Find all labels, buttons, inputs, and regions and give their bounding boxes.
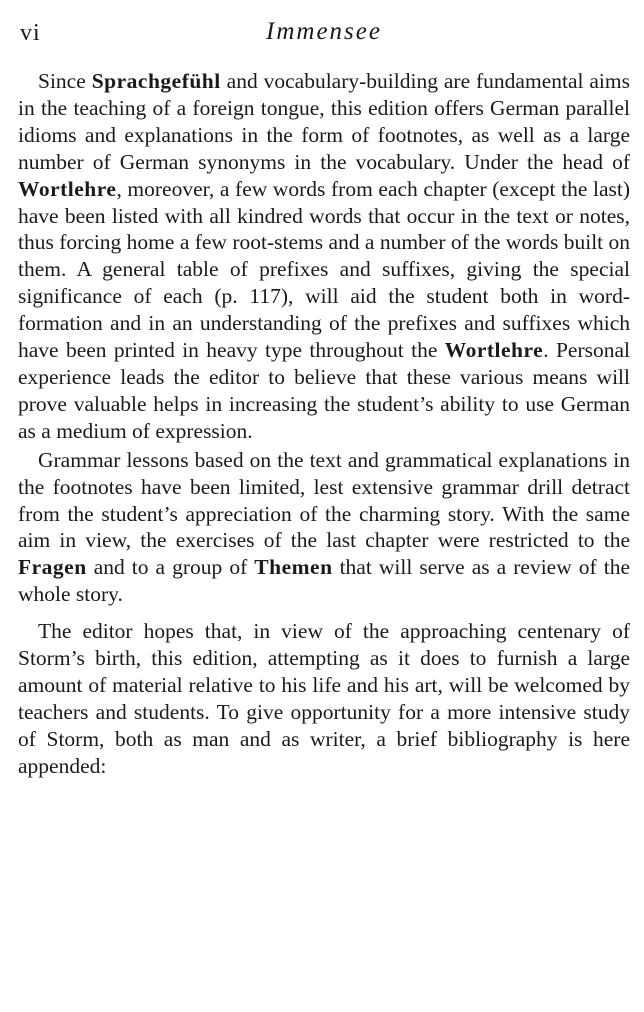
page-number: vi <box>20 20 41 46</box>
book-page <box>18 10 630 1002</box>
text-run: and vocabulary-building are fundamental aims in the teaching of a foreign tongue, this edition offers German parallel idioms and explanations in the form of footnotes, as well as a large number of German synonyms in the vocabulary. Under the head of <box>18 69 630 174</box>
text-run: The editor hopes that, in view of the approaching centenary of Storm’s birth, this edition, attempting as it does to furnish a large amount of material relative to his life and his art, will be welcomed by teachers and students. To give opportunity for a more intensive study of Storm, both as man and as writer, a brief bibliography is here appended: <box>18 619 630 778</box>
running-head <box>18 10 630 56</box>
text-run: . Personal experience leads the editor to believe that these various means will prove valuable helps in increasing the student’s ability to use German as a medium of expression. <box>18 338 630 443</box>
text-run: and to a group of <box>86 555 255 580</box>
fraktur-term: Wortlehre <box>18 176 117 201</box>
paragraph-centenary <box>18 618 630 779</box>
text-run: , moreover, a few words from each chapter (except the last) have been listed with all kindred words that occur in the text or notes, thus forcing home a few root-stems and a number of the words built on them. A general table of prefixes and suffixes, giving the special significance of each (p. 117), will aid the student both in word-formation and in an understanding of the prefixes and suffixes which have been printed in heavy type throughout the <box>18 176 630 363</box>
text-run: Since <box>38 69 92 93</box>
fraktur-term: Themen <box>254 555 333 580</box>
paragraph-sprachgefuehl <box>18 68 630 445</box>
running-title: Immensee <box>266 18 382 45</box>
text-run: Grammar lessons based on the text and grammatical explanations in the footnotes have been limited, lest extensive grammar drill detract from the student’s appreciation of the charming story. With the same aim in view, the exercises of the last chapter were restricted to the <box>18 447 630 553</box>
body-text <box>18 68 630 780</box>
paragraph-grammar <box>18 447 630 608</box>
fraktur-term: Wortlehre <box>444 338 544 363</box>
text-run: that will serve as a review of the whole story. <box>18 555 630 607</box>
fraktur-term: Sprachgefühl <box>91 69 221 93</box>
fraktur-term: Fragen <box>18 555 87 580</box>
